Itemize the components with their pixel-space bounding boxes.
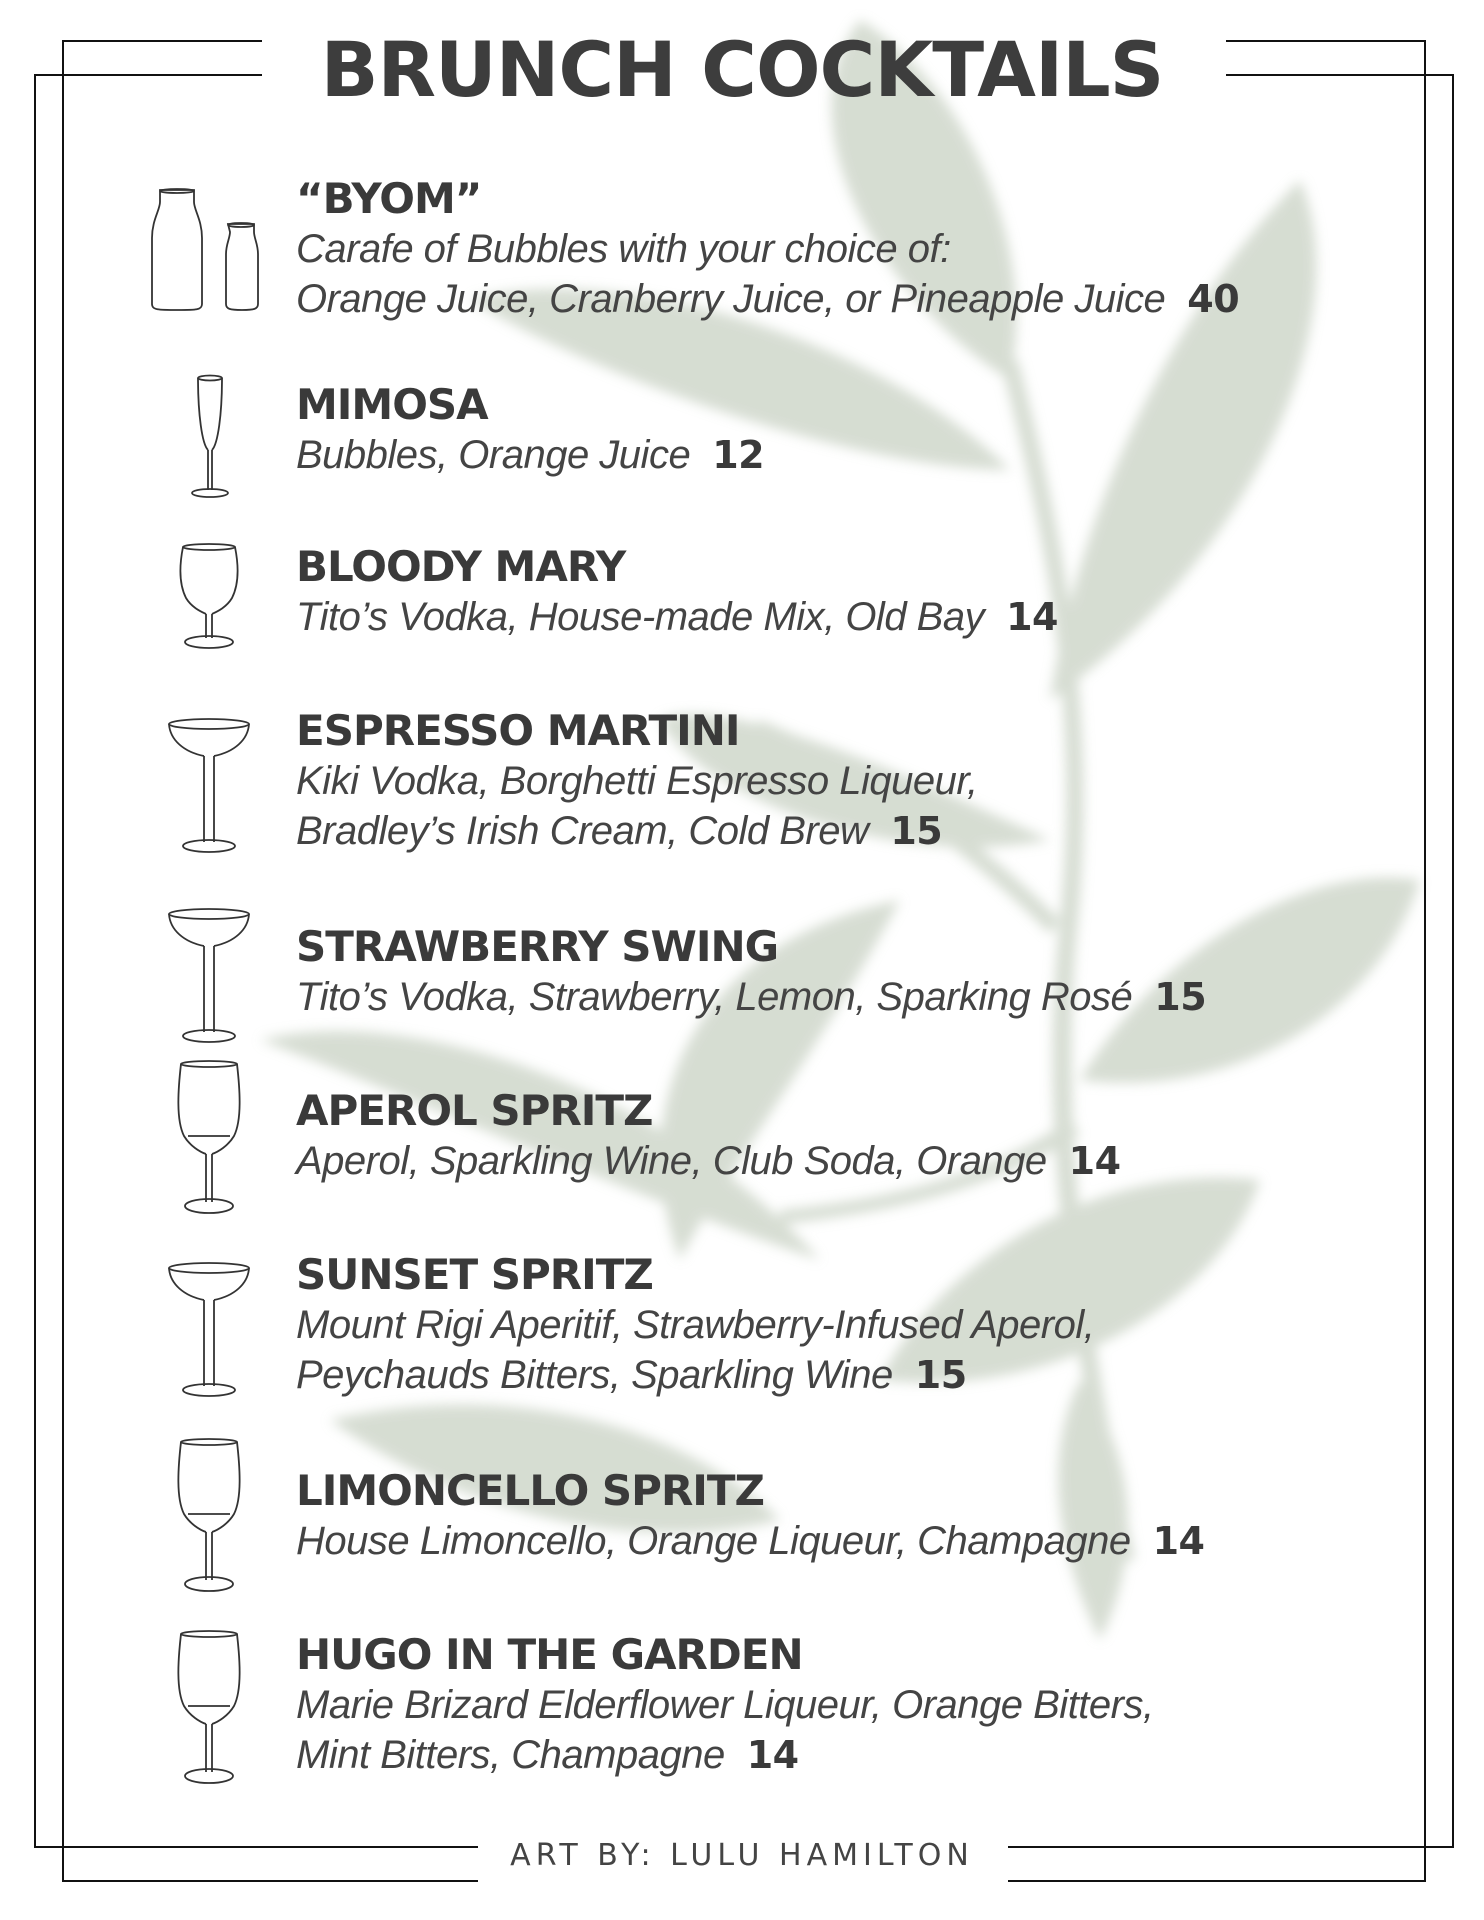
menu-item-hugo-in-the-garden [296,1630,1296,1780]
menu-item-byom [296,174,1296,324]
item-price: 14 [1006,595,1058,639]
coupe-glass-icon [164,1260,254,1398]
menu-item-aperol-spritz [296,1086,1296,1186]
item-price: 15 [890,809,943,853]
frame-line [62,40,64,1882]
item-description: Tito’s Vodka, Strawberry, Lemon, Sparking Rosé 15 [296,975,1207,1019]
wine-glass-icon [174,1630,244,1786]
menu-item-strawberry-swing [296,922,1296,1022]
wine-glass-icon [174,1060,244,1216]
menu-title: BRUNCH COCKTAILS [320,25,1164,114]
frame-line [62,1880,478,1882]
item-description: Mount Rigi Aperitif, Strawberry-Infused Aperol, [296,1303,1095,1347]
item-description: Carafe of Bubbles with your choice of: [296,227,951,271]
menu-item-espresso-martini [296,706,1296,856]
item-description: Bubbles, Orange Juice 12 [296,433,765,477]
frame-line [1424,40,1426,1882]
champagne-flute-icon [188,374,232,498]
frame-line [34,74,36,1848]
item-name: “BYOM” [296,174,482,223]
frame-line [1008,1880,1426,1882]
wine-glass-icon [174,1438,244,1594]
item-description-line2: Orange Juice, Cranberry Juice, or Pineapple Juice 40 [296,277,1240,321]
menu-item-mimosa [296,380,1296,480]
carafe-icon [146,188,266,312]
frame-line [1452,74,1454,1848]
menu-item-sunset-spritz [296,1250,1296,1400]
item-description-line2: Mint Bitters, Champagne 14 [296,1733,799,1777]
item-name: APEROL SPRITZ [296,1086,653,1135]
item-price: 14 [1068,1139,1121,1183]
item-name: STRAWBERRY SWING [296,922,779,971]
item-price: 12 [712,433,765,477]
item-price: 40 [1187,277,1240,321]
item-name: SUNSET SPRITZ [296,1250,653,1299]
item-description: Tito’s Vodka, House-made Mix, Old Bay 14 [296,595,1058,639]
coupe-glass-icon [164,906,254,1044]
item-name: HUGO IN THE GARDEN [296,1630,803,1679]
item-price: 15 [914,1353,967,1397]
menu-item-bloody-mary [296,542,1296,642]
coupe-glass-icon [164,716,254,854]
item-name: ESPRESSO MARTINI [296,706,740,755]
item-description: Aperol, Sparkling Wine, Club Soda, Orange 14 [296,1139,1121,1183]
item-price: 14 [746,1733,799,1777]
item-description-line2: Bradley’s Irish Cream, Cold Brew 15 [296,809,943,853]
item-price: 14 [1152,1519,1205,1563]
item-name: LIMONCELLO SPRITZ [296,1466,765,1515]
item-description: Kiki Vodka, Borghetti Espresso Liqueur, [296,759,978,803]
menu-item-limoncello-spritz [296,1466,1296,1566]
item-name: MIMOSA [296,380,488,429]
item-description: Marie Brizard Elderflower Liqueur, Orange Bitters, [296,1683,1154,1727]
item-price: 15 [1154,975,1207,1019]
item-name: BLOODY MARY [296,542,626,591]
item-description-line2: Peychauds Bitters, Sparkling Wine 15 [296,1353,967,1397]
item-description: House Limoncello, Orange Liqueur, Champagne 14 [296,1519,1205,1563]
art-credit: ART BY: LULU HAMILTON [510,1838,974,1873]
tulip-glass-icon [176,542,242,650]
